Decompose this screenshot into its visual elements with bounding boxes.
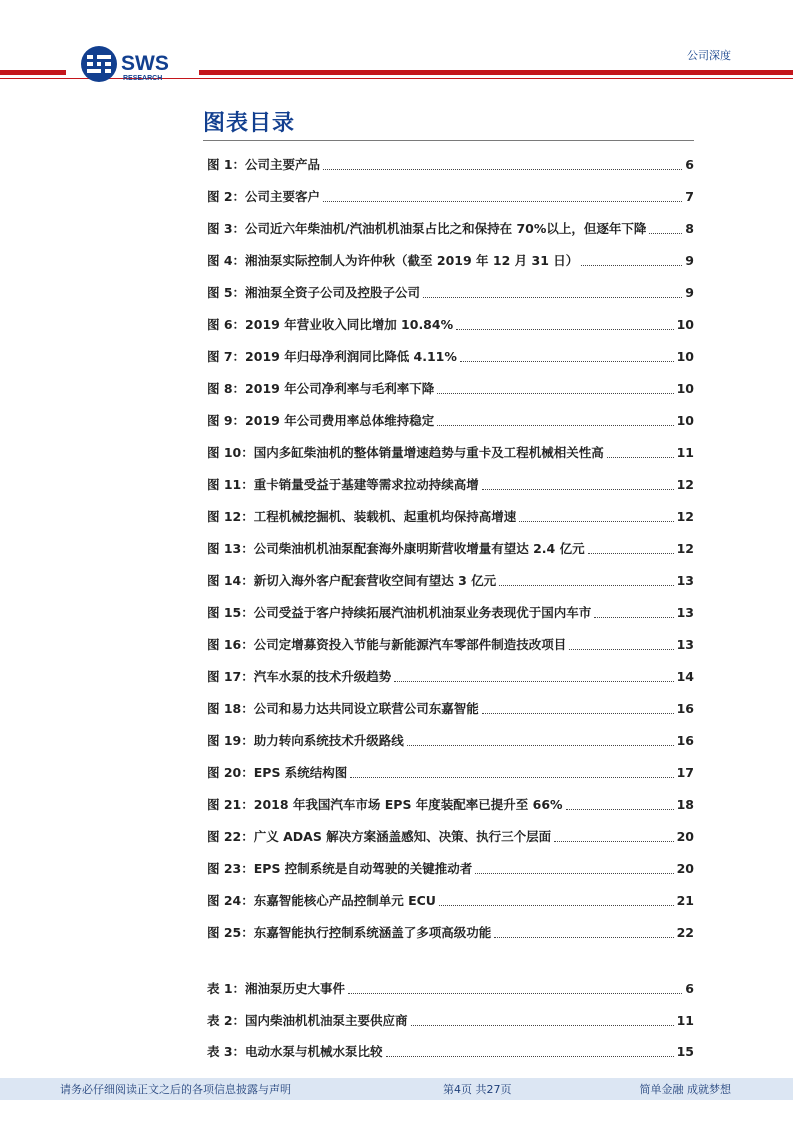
toc-entry-page[interactable]: 12: [676, 509, 694, 524]
toc-entry-page[interactable]: 15: [676, 1044, 694, 1059]
toc-entry-page[interactable]: 10: [676, 413, 694, 428]
toc-entry[interactable]: [207, 315, 694, 335]
toc-entry[interactable]: [207, 1011, 694, 1031]
toc-entry-page[interactable]: 18: [676, 797, 694, 812]
toc-dot-leader: [423, 296, 682, 298]
toc-dot-leader: [519, 520, 673, 522]
toc-entry-label[interactable]: 表 1：湘油泵历史大事件: [207, 981, 346, 996]
toc-entry-label[interactable]: 表 3：电动水泵与机械水泵比较: [207, 1044, 383, 1059]
toc-entry-label[interactable]: 图 2：公司主要客户: [207, 189, 321, 204]
toc-entry[interactable]: [207, 731, 694, 751]
toc-dot-leader: [499, 584, 673, 586]
toc-dot-leader: [439, 904, 674, 906]
toc-entry-page[interactable]: 16: [676, 733, 694, 748]
toc-entry-page[interactable]: 9: [685, 285, 694, 300]
toc-entry-label[interactable]: 图 18：公司和易力达共同设立联营公司东嘉智能: [207, 701, 479, 716]
toc-entry[interactable]: [207, 827, 694, 847]
toc-entry-label[interactable]: 图 15：公司受益于客户持续拓展汽油机机油泵业务表现优于国内车市: [207, 605, 592, 620]
toc-entry-page[interactable]: 10: [676, 349, 694, 364]
toc-dot-leader: [411, 1024, 674, 1026]
sws-logo: [80, 44, 184, 84]
toc-entry-page[interactable]: 21: [676, 893, 694, 908]
toc-entry[interactable]: [207, 283, 694, 303]
toc-entry-page[interactable]: 16: [676, 701, 694, 716]
toc-entry[interactable]: [207, 155, 694, 175]
toc-entry-page[interactable]: 13: [676, 573, 694, 588]
toc-entry[interactable]: [207, 379, 694, 399]
footer-slogan: 简单金融 成就梦想: [639, 1083, 731, 1096]
toc-entry-label[interactable]: 图 5：湘油泵全资子公司及控股子公司: [207, 285, 421, 300]
toc-entry-page[interactable]: 20: [676, 829, 694, 844]
header-red-bar-right: [199, 70, 793, 75]
toc-entry-label[interactable]: 图 25：东嘉智能执行控制系统涵盖了多项高级功能: [207, 925, 492, 940]
header-red-bar-left: [0, 70, 66, 75]
toc-entry-page[interactable]: 13: [676, 605, 694, 620]
toc-entry-label[interactable]: 图 3：公司近六年柴油机/汽油机机油泵占比之和保持在 70%以上，但逐年下降: [207, 221, 647, 236]
toc-entry-label[interactable]: 图 7：2019 年归母净利润同比降低 4.11%: [207, 349, 457, 364]
toc-entry-page[interactable]: 20: [676, 861, 694, 876]
toc-entry-page[interactable]: 8: [685, 221, 694, 236]
toc-dot-leader: [649, 232, 682, 234]
footer-disclaimer: 请务必仔细阅读正文之后的各项信息披露与声明: [60, 1083, 291, 1096]
page-title: 图表目录: [203, 111, 296, 136]
toc-dot-leader: [482, 488, 674, 490]
logo-subtext: RESEARCH: [123, 75, 163, 82]
toc-dot-leader: [348, 992, 682, 994]
toc-dot-leader: [407, 744, 674, 746]
toc-entry-page[interactable]: 9: [685, 253, 694, 268]
toc-entry-label[interactable]: 图 10：国内多缸柴油机的整体销量增速趋势与重卡及工程机械相关性高: [207, 445, 604, 460]
toc-entry-label[interactable]: 图 19：助力转向系统技术升级路线: [207, 733, 404, 748]
toc-entry[interactable]: [207, 923, 694, 943]
toc-entry-label[interactable]: 图 9：2019 年公司费用率总体维持稳定: [207, 413, 435, 428]
toc-entry-label[interactable]: 表 2：国内柴油机机油泵主要供应商: [207, 1012, 408, 1028]
toc-entry-label[interactable]: 图 21：2018 年我国汽车市场 EPS 年度装配率已提升至 66%: [207, 797, 563, 812]
toc-entry-page[interactable]: 14: [676, 669, 694, 684]
toc-entry[interactable]: [207, 795, 694, 815]
toc-dot-leader: [494, 936, 673, 938]
toc-entry[interactable]: [207, 979, 694, 999]
toc-entry-page[interactable]: 22: [676, 925, 694, 940]
toc-entry-page[interactable]: 11: [676, 445, 694, 460]
toc-dot-leader: [569, 648, 673, 650]
toc-entry[interactable]: [207, 699, 694, 719]
toc-dot-leader: [482, 712, 674, 714]
toc-entry[interactable]: [207, 891, 694, 911]
footer-page-info: 第4页 共27页: [443, 1083, 512, 1096]
toc-entry[interactable]: [207, 571, 694, 591]
toc-entry-page[interactable]: 12: [676, 477, 694, 492]
toc-entry[interactable]: [207, 859, 694, 879]
toc-entry[interactable]: [207, 443, 694, 463]
toc-dot-leader: [323, 168, 682, 170]
toc-entry-label[interactable]: 图 6：2019 年营业收入同比增加 10.84%: [207, 317, 454, 332]
toc-dot-leader: [588, 552, 674, 554]
toc-dot-leader: [475, 872, 673, 874]
toc-entry-page[interactable]: 6: [685, 157, 694, 172]
toc-entry[interactable]: [207, 667, 694, 687]
toc-entry-label[interactable]: 图 8：2019 年公司净利率与毛利率下降: [207, 381, 435, 396]
toc-entry-page[interactable]: 7: [685, 189, 694, 204]
toc-dot-leader: [350, 776, 673, 778]
toc-dot-leader: [437, 424, 673, 426]
toc-dot-leader: [456, 328, 673, 330]
toc-entry-label[interactable]: 图 12：工程机械挖掘机、装载机、起重机均保持高增速: [207, 509, 517, 524]
toc-dot-leader: [460, 360, 674, 362]
toc-entry[interactable]: [207, 507, 694, 527]
toc-dot-leader: [437, 392, 673, 394]
toc-entry-label[interactable]: 图 1：公司主要产品: [207, 157, 321, 172]
toc-entry[interactable]: [207, 219, 694, 239]
toc-dot-leader: [607, 456, 674, 458]
toc-entry-label[interactable]: 图 16：公司定增募资投入节能与新能源汽车零部件制造技改项目: [207, 637, 567, 652]
toc-entry-page[interactable]: 6: [685, 981, 694, 996]
toc-entry[interactable]: [207, 635, 694, 655]
toc-entry-label[interactable]: 图 17：汽车水泵的技术升级趋势: [207, 669, 392, 684]
sws-logo-icon: [80, 44, 184, 84]
toc-entry-label[interactable]: 图 23：EPS 控制系统是自动驾驶的关键推动者: [207, 861, 473, 876]
toc-entry-page[interactable]: 12: [676, 541, 694, 556]
toc-entry[interactable]: [207, 1042, 694, 1062]
toc-entry-page[interactable]: 13: [676, 637, 694, 652]
toc-entry[interactable]: [207, 411, 694, 431]
toc-entry-page[interactable]: 10: [676, 317, 694, 332]
toc-entry-label[interactable]: 图 22：广义 ADAS 解决方案涵盖感知、决策、执行三个层面: [207, 829, 552, 844]
logo-text: SWS: [121, 52, 169, 75]
toc-entry-label[interactable]: 图 14：新切入海外客户配套营收空间有望达 3 亿元: [207, 573, 497, 588]
toc-dot-leader: [554, 840, 673, 842]
toc-entry-label[interactable]: 图 4：湘油泵实际控制人为许仲秋（截至 2019 年 12 月 31 日）: [207, 253, 579, 268]
toc-dot-leader: [594, 616, 673, 618]
toc-entry-page[interactable]: 11: [676, 1012, 694, 1028]
toc-entry[interactable]: [207, 603, 694, 623]
toc-entry[interactable]: [207, 347, 694, 367]
toc-entry-label[interactable]: 图 11：重卡销量受益于基建等需求拉动持续高增: [207, 477, 479, 492]
toc-entry-page[interactable]: 17: [676, 765, 694, 780]
toc-entry[interactable]: [207, 539, 694, 559]
toc-entry-label[interactable]: 图 20：EPS 系统结构图: [207, 765, 348, 780]
section-tag: 公司深度: [687, 49, 731, 62]
toc-entry-label[interactable]: 图 24：东嘉智能核心产品控制单元 ECU: [207, 893, 436, 908]
title-rule: [203, 140, 694, 141]
toc-dot-leader: [566, 808, 674, 810]
toc-dot-leader: [323, 200, 682, 202]
toc-dot-leader: [581, 264, 682, 266]
footer-bar: [0, 1078, 793, 1100]
toc-entry[interactable]: [207, 251, 694, 271]
toc-dot-leader: [386, 1055, 674, 1057]
toc-entry[interactable]: [207, 187, 694, 207]
toc-entry[interactable]: [207, 475, 694, 495]
toc-entry-label[interactable]: 图 13：公司柴油机机油泵配套海外康明斯营收增量有望达 2.4 亿元: [207, 541, 585, 556]
toc-dot-leader: [394, 680, 673, 682]
toc-entry-page[interactable]: 10: [676, 381, 694, 396]
toc-entry[interactable]: [207, 763, 694, 783]
